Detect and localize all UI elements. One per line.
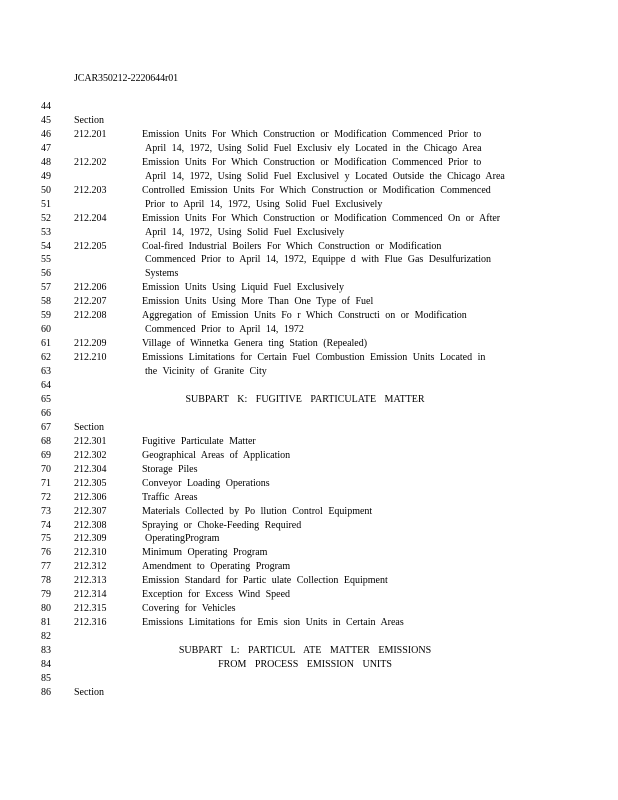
line-number: 54 — [41, 240, 51, 252]
section-title: Conveyor Loading Operations — [142, 477, 270, 489]
line-number: 60 — [41, 324, 51, 336]
section-title: Commenced Prior to April 14, 1972, Equippe d with Flue Gas Desulfurization — [145, 254, 492, 266]
document-line — [0, 505, 618, 519]
section-title: Coal-fired Industrial Boilers For Which Construction or Modification — [142, 240, 442, 252]
line-number: 53 — [41, 226, 51, 238]
section-title: Aggregation of Emission Units Fo r Which Constructi on or Modification — [142, 310, 467, 322]
line-number: 83 — [41, 645, 51, 657]
section-title: Geographical Areas of Application — [142, 449, 291, 461]
section-number: 212.313 — [74, 575, 107, 587]
document-line — [0, 477, 618, 491]
line-number: 57 — [41, 282, 51, 294]
line-number: 86 — [41, 686, 51, 698]
line-number: 56 — [41, 268, 51, 280]
line-number: 50 — [41, 184, 51, 196]
section-number: 212.307 — [74, 505, 107, 517]
line-number: 74 — [41, 519, 51, 531]
document-line — [0, 253, 618, 267]
document-line — [0, 435, 618, 449]
section-title: Minimum Operating Program — [142, 547, 268, 559]
document-header: JCAR350212-2220644r01 — [74, 73, 179, 84]
section-number: 212.302 — [74, 449, 107, 461]
subpart-heading: SUBPART K: FUGITIVE PARTICULATE MATTER — [185, 393, 425, 405]
section-title: Emission Units Using More Than One Type of Fuel — [142, 296, 374, 308]
section-number: Section — [74, 114, 104, 126]
document-line — [0, 560, 618, 574]
section-title: Prior to April 14, 1972, Using Solid Fuel Exclusively — [145, 198, 383, 210]
section-number: 212.203 — [74, 184, 107, 196]
line-number: 49 — [41, 170, 51, 182]
document-line — [0, 616, 618, 630]
section-number: 212.202 — [74, 156, 107, 168]
subpart-heading: FROM PROCESS EMISSION UNITS — [218, 659, 392, 670]
document-line — [0, 212, 618, 226]
document-line — [0, 281, 618, 295]
document-line — [0, 393, 618, 407]
line-number: 45 — [41, 114, 51, 126]
section-title: Emission Units For Which Construction or Modification Commenced Prior to — [142, 128, 482, 140]
section-title: Village of Winnetka Genera ting Station (Repealed) — [142, 338, 368, 350]
section-title: Fugitive Particulate Matter — [142, 435, 256, 447]
section-number: 212.209 — [74, 338, 107, 350]
section-title: Emissions Limitations for Certain Fuel Combustion Emission Units Located in — [142, 352, 486, 364]
section-number: 212.201 — [74, 128, 107, 140]
section-title: Emission Standard for Partic ulate Collection Equipment — [142, 575, 388, 587]
line-number: 61 — [41, 338, 51, 350]
section-title: Exception for Excess Wind Speed — [142, 589, 291, 601]
section-number: 212.308 — [74, 519, 107, 531]
section-title: Commenced Prior to April 14, 1972 — [145, 324, 304, 336]
document-line — [0, 128, 618, 142]
document-line — [0, 630, 618, 644]
line-number: 82 — [41, 631, 51, 643]
document-line — [0, 240, 618, 254]
document-line — [0, 463, 618, 477]
document-line — [0, 184, 618, 198]
section-title: Traffic Areas — [142, 491, 198, 503]
document-line — [0, 672, 618, 686]
line-number: 65 — [41, 393, 51, 405]
document-line — [0, 323, 618, 337]
line-number: 55 — [41, 254, 51, 266]
line-number: 52 — [41, 212, 51, 224]
section-number: Section — [74, 686, 104, 698]
section-title: April 14, 1972, Using Solid Fuel Exclusiv ely Located in the Chicago Area — [145, 142, 482, 154]
line-number: 58 — [41, 296, 51, 308]
line-number: 69 — [41, 449, 51, 461]
section-number: 212.210 — [74, 352, 107, 364]
document-line — [0, 519, 618, 533]
document-line — [0, 421, 618, 435]
section-title: Amendment to Operating Program — [142, 561, 291, 573]
document-line — [0, 267, 618, 281]
section-number: 212.316 — [74, 617, 107, 629]
line-number: 85 — [41, 672, 51, 684]
section-title: April 14, 1972, Using Solid Fuel Exclusivel y Located Outside the Chicago Area — [145, 170, 505, 182]
document-line — [0, 142, 618, 156]
document-line — [0, 686, 618, 700]
section-number: 212.310 — [74, 547, 107, 559]
document-line — [0, 602, 618, 616]
document-line — [0, 295, 618, 309]
line-number: 44 — [41, 101, 51, 112]
document-line — [0, 407, 618, 421]
line-number: 66 — [41, 407, 51, 419]
section-number: 212.206 — [74, 282, 107, 294]
section-title: Emission Units Using Liquid Fuel Exclusively — [142, 282, 344, 294]
section-number: 212.315 — [74, 603, 107, 615]
line-number: 79 — [41, 589, 51, 601]
document-line — [0, 546, 618, 560]
line-number: 80 — [41, 603, 51, 615]
document-line — [0, 365, 618, 379]
document-line — [0, 351, 618, 365]
line-number: 67 — [41, 421, 51, 433]
section-title: Emissions Limitations for Emis sion Units in Certain Areas — [142, 617, 404, 629]
section-number: Section — [74, 421, 104, 433]
line-number: 48 — [41, 156, 51, 168]
section-number: 212.314 — [74, 589, 107, 601]
document-line — [0, 100, 618, 114]
document-line — [0, 309, 618, 323]
document-line — [0, 156, 618, 170]
section-number: 212.204 — [74, 212, 107, 224]
section-title: April 14, 1972, Using Solid Fuel Exclusively — [145, 226, 345, 238]
subpart-heading: SUBPART L: PARTICUL ATE MATTER EMISSIONS — [178, 645, 432, 657]
document-line — [0, 574, 618, 588]
line-number: 51 — [41, 198, 51, 210]
section-title: Spraying or Choke-Feeding Required — [142, 519, 302, 531]
document-line — [0, 198, 618, 212]
line-number: 72 — [41, 491, 51, 503]
document-line — [0, 170, 618, 184]
line-number: 47 — [41, 142, 51, 154]
document-line — [0, 449, 618, 463]
document-line — [0, 658, 618, 672]
section-title: the Vicinity of Granite City — [145, 366, 267, 378]
section-number: 212.305 — [74, 477, 107, 489]
section-title: OperatingProgram — [145, 533, 220, 545]
line-number: 77 — [41, 561, 51, 573]
section-number: 212.312 — [74, 561, 107, 573]
line-number: 76 — [41, 547, 51, 559]
section-title: Materials Collected by Po llution Control Equipment — [142, 505, 373, 517]
line-number: 64 — [41, 380, 51, 391]
section-number: 212.309 — [74, 533, 107, 545]
document-line — [0, 337, 618, 351]
section-title: Systems — [145, 268, 179, 280]
section-title: Covering for Vehicles — [142, 603, 236, 615]
line-number: 84 — [41, 659, 51, 670]
line-number: 75 — [41, 533, 51, 545]
section-number: 212.304 — [74, 463, 107, 475]
document-line — [0, 491, 618, 505]
section-number: 212.301 — [74, 435, 107, 447]
line-number: 73 — [41, 505, 51, 517]
section-title: Emission Units For Which Construction or Modification Commenced Prior to — [142, 156, 482, 168]
line-number: 78 — [41, 575, 51, 587]
line-number: 59 — [41, 310, 51, 322]
section-number: 212.205 — [74, 240, 107, 252]
section-title: Emission Units For Which Construction or Modification Commenced On or After — [142, 212, 501, 224]
line-number: 62 — [41, 352, 51, 364]
line-number: 68 — [41, 435, 51, 447]
line-number: 63 — [41, 366, 51, 378]
document-line — [0, 644, 618, 658]
section-number: 212.306 — [74, 491, 107, 503]
line-number: 71 — [41, 477, 51, 489]
document-line — [0, 226, 618, 240]
line-number: 46 — [41, 128, 51, 140]
section-title: Storage Piles — [142, 463, 198, 475]
section-number: 212.208 — [74, 310, 107, 322]
document-line — [0, 588, 618, 602]
section-number: 212.207 — [74, 296, 107, 308]
document-line — [0, 114, 618, 128]
document-line — [0, 379, 618, 393]
line-number: 70 — [41, 463, 51, 475]
line-number: 81 — [41, 617, 51, 629]
document-line — [0, 532, 618, 546]
section-title: Controlled Emission Units For Which Construction or Modification Commenced — [142, 184, 491, 196]
